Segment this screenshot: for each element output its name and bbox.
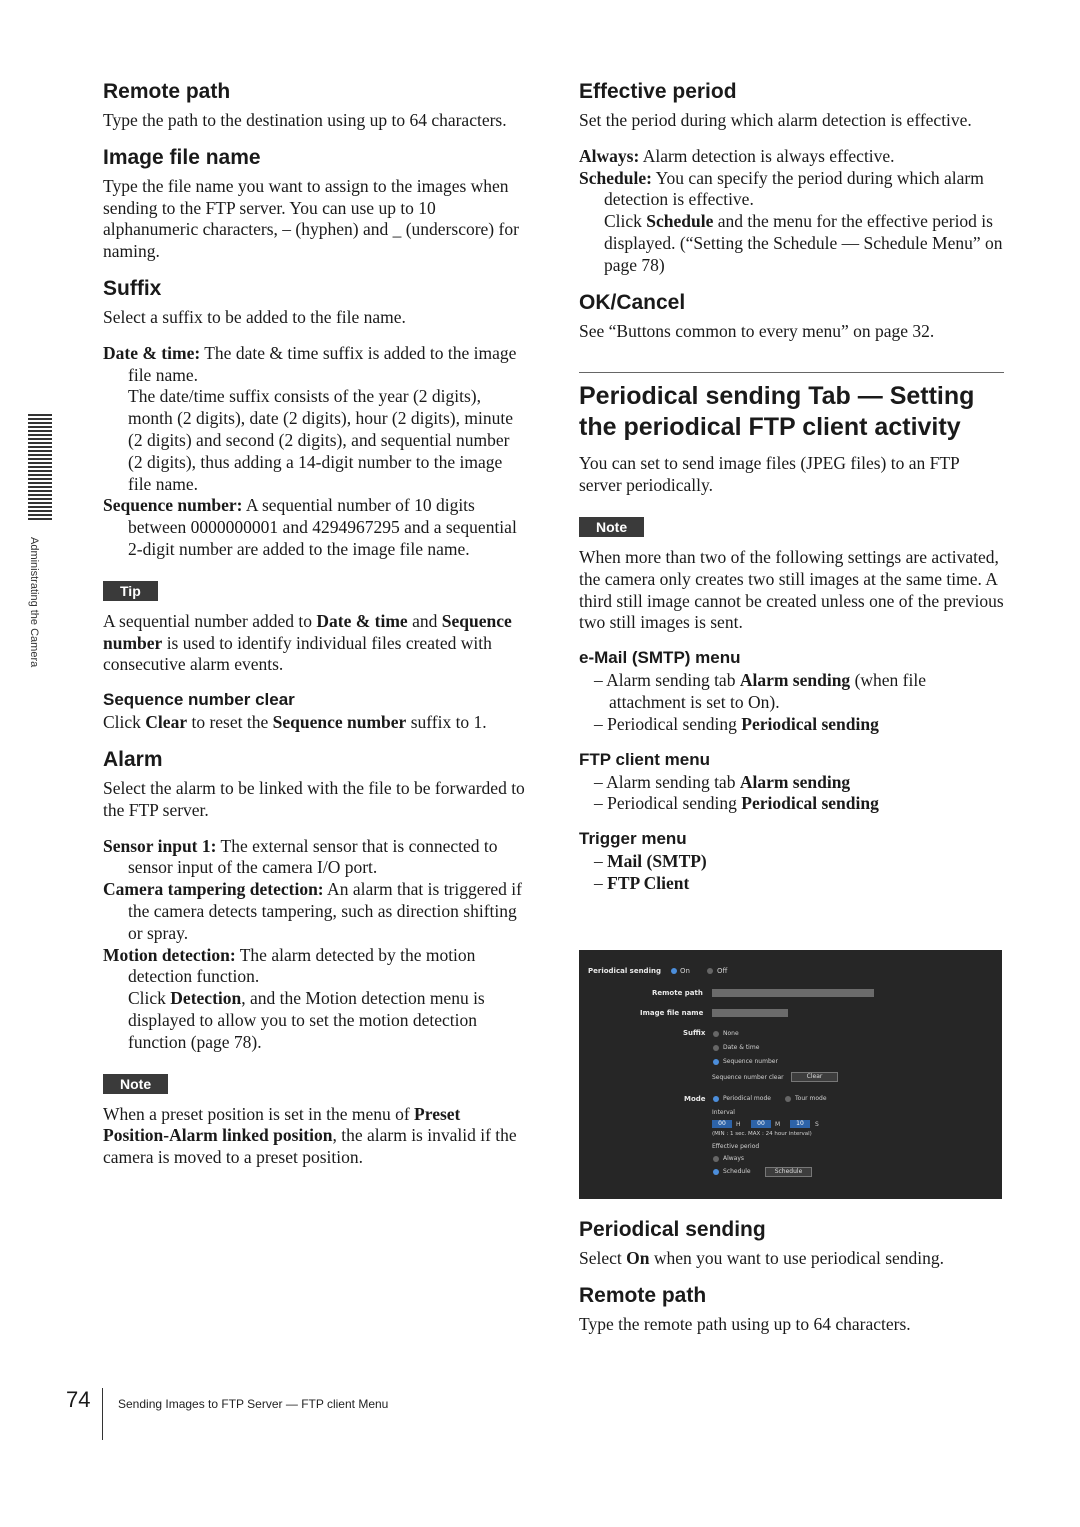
remote-path-text-right: Type the remote path using up to 64 characters. [579,1313,911,1334]
sequence-clear-heading: Sequence number clear [103,690,295,710]
right-column [579,70,1004,895]
periodical-sending-text: Select On when you want to use periodical sending. [579,1248,945,1268]
sequence-clear-text: Click Clear to reset the Sequence number suffix to 1. [103,712,487,733]
term-date-time: Date & time: [103,342,201,363]
note-badge-right: Note [579,517,644,537]
shot-clear-button[interactable]: Clear [791,1072,838,1082]
desc-date-time: The date & time suffix is added to the image file name. [128,342,517,385]
tip-badge: Tip [103,581,158,601]
shot-effective-period-label: Effective period [712,1143,760,1150]
shot-on-label: On [680,967,690,975]
suffix-text: Select a suffix to be added to the file name. [103,306,406,327]
image-file-name-heading: Image file name [103,145,261,169]
image-file-name-text: Type the file name you want to assign to the images when sending to the FTP server. You can use up to 10 alphanumeric characters, – (hyphen) and _ (underscore) for naming. [103,175,519,262]
shot-image-file-name-label: Image file name [640,1009,704,1017]
sidebar-tab-marker [28,414,52,520]
section-divider [579,372,1004,373]
shot-unit-h: H [736,1121,741,1128]
trigger-menu-heading: Trigger menu [579,829,687,849]
note-text-right: When more than two of the following settings are activated, the camera only creates two still images at the same time. A third still image cannot be created unless one of the previous two still images is sent. [579,546,1004,633]
shot-tour-mode-label: Tour mode [795,1095,827,1102]
shot-suffix-date-label: Date & time [723,1044,760,1051]
shot-schedule-radio[interactable] [713,1169,719,1175]
shot-suffix-none-radio[interactable] [713,1031,719,1037]
shot-suffix-label: Suffix [683,1029,706,1037]
def-sensor-input: Sensor input 1: The external sensor that is connected to sensor input of the camera I/O port. [103,835,498,878]
alarm-text: Select the alarm to be linked with the file to be forwarded to the FTP server. [103,777,525,820]
shot-image-file-name-input[interactable] [712,1009,788,1017]
shot-remote-path-input[interactable] [712,989,874,997]
sidebar-section-label: Administrating the Camera [28,537,40,668]
ftp-menu-item-2: – Periodical sending Periodical sending [594,793,879,814]
trigger-menu-item-2: – FTP Client [594,872,690,893]
periodical-tab-title: Periodical sending Tab — Setting the periodical FTP client activity [579,382,975,442]
shot-interval-note: (MIN : 1 sec. MAX : 24 hour interval) [712,1131,812,1137]
date-time-extra: The date/time suffix consists of the year (2 digits), month (2 digits), date (2 digits), hour (2 digits), minute (2 digits) and second (2 digits), and sequential number (2 digits), thus adding a 14-digit number to the image file name. [128,386,513,494]
effective-period-heading: Effective period [579,80,737,103]
email-menu-item-2: – Periodical sending Periodical sending [594,713,879,734]
shot-schedule-button[interactable]: Schedule [765,1167,812,1177]
desc-sequence-number: A sequential number of 10 digits between 0000000001 and 4294967295 and a sequential 2-digit number are added to the image file name. [128,495,517,559]
shot-periodical-mode-radio[interactable] [713,1096,719,1102]
shot-remote-path-label: Remote path [652,989,703,997]
alarm-definitions [103,836,528,1054]
right-column-lower [579,1208,1004,1350]
effective-period-text: Set the period during which alarm detection is effective. [579,110,972,130]
motion-detection-extra: Click Detection, and the Motion detection menu is displayed to allow you to set the motion detection function (page 78). [128,988,485,1052]
schedule-extra: Click Schedule and the menu for the effective period is displayed. (“Setting the Schedule — Schedule Menu” on page 78) [604,211,1003,275]
suffix-definitions [103,343,528,561]
def-schedule: Schedule: You can specify the period during which alarm detection is effective. [579,167,984,210]
shot-periodical-sending-label: Periodical sending [588,967,661,975]
footer-divider [102,1388,103,1440]
shot-unit-s: S [815,1121,819,1128]
shot-interval-minutes[interactable]: 00 [751,1120,771,1128]
shot-always-label: Always [723,1155,745,1162]
note-text: When a preset position is set in the menu of Preset Position-Alarm linked position, the alarm is invalid if the camera is moved to a preset position. [103,1103,517,1168]
remote-path-text: Type the path to the destination using up to 64 characters. [103,110,507,130]
shot-unit-m: M [775,1121,781,1128]
term-sequence-number: Sequence number: [103,495,243,516]
def-always: Always: Alarm detection is always effective. [579,145,895,166]
page-number: 74 [66,1387,91,1412]
tip-text: A sequential number added to Date & time and Sequence number is used to identify individual files created with consecutive alarm events. [103,610,512,675]
shot-mode-label: Mode [684,1095,706,1103]
shot-suffix-none-label: None [723,1030,739,1037]
shot-interval-label: Interval [712,1109,735,1116]
shot-tour-mode-radio[interactable] [785,1096,791,1102]
shot-always-radio[interactable] [713,1156,719,1162]
effective-period-definitions [579,146,1004,277]
def-motion-detection: Motion detection: The alarm detected by the motion detection function. [103,944,476,987]
def-date-time [103,343,528,387]
ftp-menu-item-1: – Alarm sending tab Alarm sending [594,771,851,792]
remote-path-heading: Remote path [103,80,231,103]
ok-cancel-text: See “Buttons common to every menu” on page 32. [579,320,935,341]
def-camera-tampering: Camera tampering detection: An alarm that is triggered if the camera detects tampering, such as direction shifting or spray. [103,879,522,943]
shot-seq-clear-label: Sequence number clear [712,1074,784,1081]
shot-suffix-date-radio[interactable] [713,1045,719,1051]
suffix-heading: Suffix [103,276,162,300]
note-badge: Note [103,1074,168,1094]
periodical-tab-text: You can set to send image files (JPEG files) to an FTP server periodically. [579,453,960,496]
ftp-menu-heading: FTP client menu [579,749,710,769]
shot-on-radio[interactable] [671,968,677,974]
left-column [103,70,528,1183]
shot-periodical-mode-label: Periodical mode [723,1095,771,1102]
email-menu-heading: e-Mail (SMTP) menu [579,648,741,668]
shot-off-radio[interactable] [707,968,713,974]
footer-title: Sending Images to FTP Server — FTP client Menu [118,1397,389,1411]
shot-schedule-label: Schedule [723,1168,751,1175]
shot-off-label: Off [717,967,728,975]
periodical-sending-heading: Periodical sending [579,1218,766,1241]
shot-suffix-seq-radio[interactable] [713,1059,719,1065]
ok-cancel-heading: OK/Cancel [579,290,686,314]
trigger-menu-item-1: – Mail (SMTP) [594,851,707,872]
email-menu-item-1: – Alarm sending tab Alarm sending (when file attachment is set to On). [594,670,926,712]
settings-screenshot [579,950,1002,1199]
def-sequence-number [103,495,528,560]
alarm-heading: Alarm [103,747,163,771]
shot-interval-hours[interactable]: 00 [712,1120,732,1128]
shot-suffix-seq-label: Sequence number [723,1058,778,1065]
shot-interval-seconds[interactable]: 10 [790,1120,810,1128]
remote-path-heading-right: Remote path [579,1283,707,1307]
